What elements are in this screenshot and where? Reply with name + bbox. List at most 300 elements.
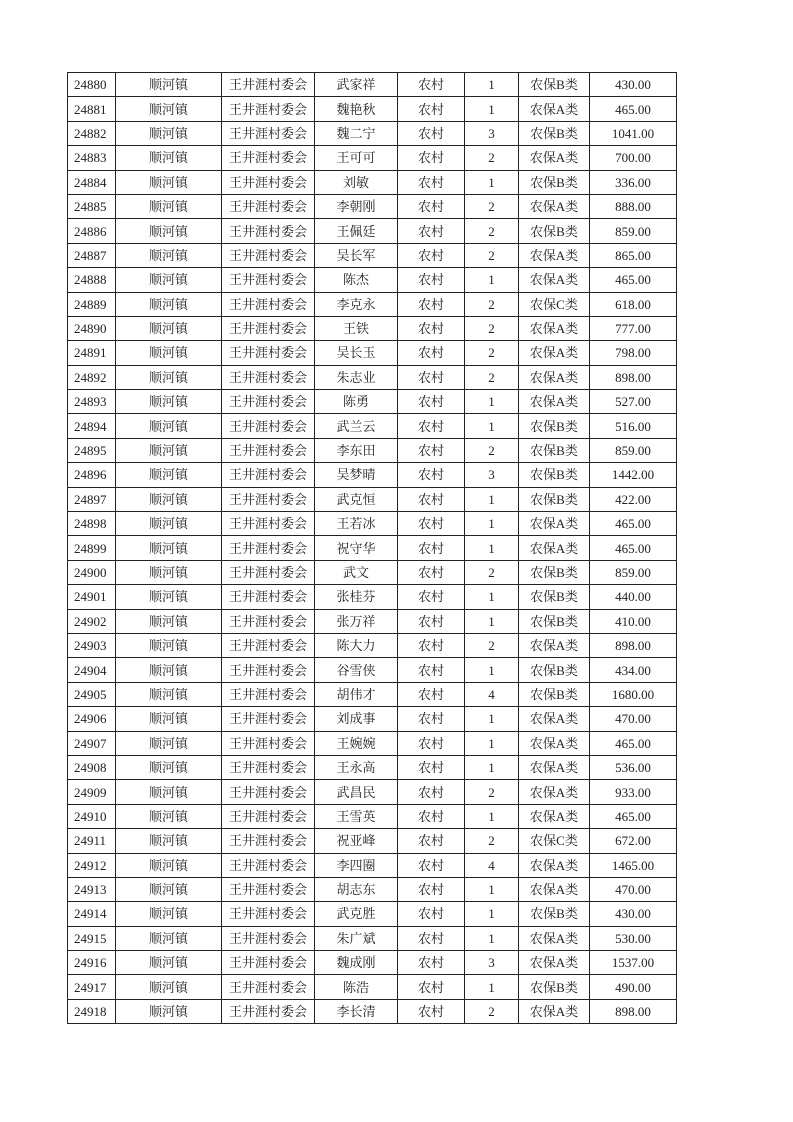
cell-village: 王井涯村委会 <box>222 292 315 316</box>
cell-id: 24896 <box>68 463 116 487</box>
cell-category: 农保B类 <box>519 73 590 97</box>
cell-name: 朱志业 <box>315 365 398 389</box>
cell-town: 顺河镇 <box>116 243 222 267</box>
table-row <box>68 219 677 243</box>
cell-village: 王井涯村委会 <box>222 853 315 877</box>
cell-id: 24916 <box>68 951 116 975</box>
cell-town: 顺河镇 <box>116 194 222 218</box>
cell-household-count: 2 <box>465 829 519 853</box>
cell-area-type: 农村 <box>398 316 465 340</box>
cell-town: 顺河镇 <box>116 926 222 950</box>
cell-area-type: 农村 <box>398 951 465 975</box>
table-row <box>68 390 677 414</box>
cell-village: 王井涯村委会 <box>222 243 315 267</box>
cell-village: 王井涯村委会 <box>222 780 315 804</box>
cell-town: 顺河镇 <box>116 999 222 1023</box>
cell-id: 24902 <box>68 609 116 633</box>
cell-town: 顺河镇 <box>116 951 222 975</box>
cell-name: 武克胜 <box>315 902 398 926</box>
cell-name: 陈杰 <box>315 268 398 292</box>
cell-id: 24891 <box>68 341 116 365</box>
cell-household-count: 2 <box>465 999 519 1023</box>
table-row <box>68 341 677 365</box>
cell-name: 胡志东 <box>315 877 398 901</box>
cell-town: 顺河镇 <box>116 633 222 657</box>
cell-town: 顺河镇 <box>116 682 222 706</box>
cell-household-count: 1 <box>465 390 519 414</box>
table-row <box>68 951 677 975</box>
cell-category: 农保A类 <box>519 951 590 975</box>
cell-id: 24882 <box>68 121 116 145</box>
cell-id: 24894 <box>68 414 116 438</box>
table-row <box>68 243 677 267</box>
cell-area-type: 农村 <box>398 902 465 926</box>
cell-name: 王佩廷 <box>315 219 398 243</box>
table-row <box>68 633 677 657</box>
cell-village: 王井涯村委会 <box>222 707 315 731</box>
cell-village: 王井涯村委会 <box>222 902 315 926</box>
cell-village: 王井涯村委会 <box>222 975 315 999</box>
table-row <box>68 97 677 121</box>
cell-household-count: 1 <box>465 975 519 999</box>
cell-id: 24908 <box>68 755 116 779</box>
cell-id: 24906 <box>68 707 116 731</box>
cell-id: 24893 <box>68 390 116 414</box>
cell-category: 农保A类 <box>519 146 590 170</box>
cell-name: 王永高 <box>315 755 398 779</box>
table-row <box>68 292 677 316</box>
table-row <box>68 365 677 389</box>
cell-category: 农保A类 <box>519 194 590 218</box>
cell-name: 王若冰 <box>315 512 398 536</box>
cell-name: 武兰云 <box>315 414 398 438</box>
cell-town: 顺河镇 <box>116 268 222 292</box>
cell-amount: 859.00 <box>590 560 677 584</box>
cell-area-type: 农村 <box>398 658 465 682</box>
cell-household-count: 1 <box>465 609 519 633</box>
cell-amount: 933.00 <box>590 780 677 804</box>
cell-village: 王井涯村委会 <box>222 146 315 170</box>
cell-town: 顺河镇 <box>116 487 222 511</box>
cell-id: 24904 <box>68 658 116 682</box>
cell-name: 陈浩 <box>315 975 398 999</box>
cell-household-count: 2 <box>465 341 519 365</box>
cell-town: 顺河镇 <box>116 560 222 584</box>
cell-name: 魏成刚 <box>315 951 398 975</box>
table-row <box>68 975 677 999</box>
cell-category: 农保A类 <box>519 853 590 877</box>
cell-category: 农保A类 <box>519 877 590 901</box>
table-row <box>68 487 677 511</box>
cell-id: 24900 <box>68 560 116 584</box>
cell-town: 顺河镇 <box>116 585 222 609</box>
cell-category: 农保B类 <box>519 585 590 609</box>
cell-category: 农保B类 <box>519 121 590 145</box>
cell-amount: 1680.00 <box>590 682 677 706</box>
cell-id: 24911 <box>68 829 116 853</box>
cell-name: 李朝刚 <box>315 194 398 218</box>
cell-household-count: 1 <box>465 73 519 97</box>
cell-area-type: 农村 <box>398 365 465 389</box>
cell-id: 24899 <box>68 536 116 560</box>
cell-village: 王井涯村委会 <box>222 170 315 194</box>
table-row <box>68 316 677 340</box>
cell-name: 魏二宁 <box>315 121 398 145</box>
cell-name: 武家祥 <box>315 73 398 97</box>
cell-name: 王铁 <box>315 316 398 340</box>
cell-town: 顺河镇 <box>116 365 222 389</box>
cell-household-count: 1 <box>465 926 519 950</box>
cell-amount: 1465.00 <box>590 853 677 877</box>
cell-household-count: 1 <box>465 902 519 926</box>
cell-category: 农保B类 <box>519 975 590 999</box>
cell-area-type: 农村 <box>398 804 465 828</box>
cell-category: 农保A类 <box>519 341 590 365</box>
cell-category: 农保A类 <box>519 780 590 804</box>
cell-id: 24895 <box>68 438 116 462</box>
cell-amount: 465.00 <box>590 512 677 536</box>
table-body <box>68 73 677 1024</box>
cell-village: 王井涯村委会 <box>222 121 315 145</box>
cell-name: 魏艳秋 <box>315 97 398 121</box>
cell-village: 王井涯村委会 <box>222 390 315 414</box>
cell-town: 顺河镇 <box>116 707 222 731</box>
cell-household-count: 2 <box>465 780 519 804</box>
cell-area-type: 农村 <box>398 829 465 853</box>
cell-village: 王井涯村委会 <box>222 341 315 365</box>
cell-household-count: 1 <box>465 731 519 755</box>
cell-name: 刘敏 <box>315 170 398 194</box>
cell-area-type: 农村 <box>398 73 465 97</box>
cell-town: 顺河镇 <box>116 780 222 804</box>
cell-town: 顺河镇 <box>116 316 222 340</box>
cell-id: 24918 <box>68 999 116 1023</box>
cell-area-type: 农村 <box>398 682 465 706</box>
cell-village: 王井涯村委会 <box>222 487 315 511</box>
cell-town: 顺河镇 <box>116 121 222 145</box>
cell-name: 朱广斌 <box>315 926 398 950</box>
cell-amount: 465.00 <box>590 731 677 755</box>
cell-amount: 618.00 <box>590 292 677 316</box>
cell-id: 24914 <box>68 902 116 926</box>
cell-area-type: 农村 <box>398 609 465 633</box>
cell-name: 谷雪侠 <box>315 658 398 682</box>
cell-amount: 527.00 <box>590 390 677 414</box>
cell-name: 王可可 <box>315 146 398 170</box>
cell-name: 陈大力 <box>315 633 398 657</box>
cell-category: 农保A类 <box>519 365 590 389</box>
cell-amount: 440.00 <box>590 585 677 609</box>
cell-name: 李四圈 <box>315 853 398 877</box>
table-row <box>68 438 677 462</box>
table-row <box>68 463 677 487</box>
cell-village: 王井涯村委会 <box>222 268 315 292</box>
cell-amount: 465.00 <box>590 97 677 121</box>
cell-town: 顺河镇 <box>116 219 222 243</box>
table-row <box>68 682 677 706</box>
cell-household-count: 2 <box>465 243 519 267</box>
table-row <box>68 146 677 170</box>
cell-area-type: 农村 <box>398 341 465 365</box>
cell-id: 24889 <box>68 292 116 316</box>
table-row <box>68 585 677 609</box>
cell-household-count: 2 <box>465 365 519 389</box>
cell-town: 顺河镇 <box>116 414 222 438</box>
cell-village: 王井涯村委会 <box>222 633 315 657</box>
cell-name: 武克恒 <box>315 487 398 511</box>
cell-amount: 859.00 <box>590 219 677 243</box>
cell-category: 农保A类 <box>519 804 590 828</box>
cell-household-count: 1 <box>465 268 519 292</box>
cell-id: 24881 <box>68 97 116 121</box>
cell-id: 24892 <box>68 365 116 389</box>
cell-amount: 516.00 <box>590 414 677 438</box>
cell-id: 24897 <box>68 487 116 511</box>
cell-town: 顺河镇 <box>116 853 222 877</box>
table-row <box>68 194 677 218</box>
cell-household-count: 1 <box>465 536 519 560</box>
cell-area-type: 农村 <box>398 877 465 901</box>
cell-area-type: 农村 <box>398 390 465 414</box>
table-row <box>68 999 677 1023</box>
cell-amount: 777.00 <box>590 316 677 340</box>
cell-town: 顺河镇 <box>116 658 222 682</box>
table-row <box>68 73 677 97</box>
cell-name: 张桂芬 <box>315 585 398 609</box>
cell-amount: 898.00 <box>590 999 677 1023</box>
cell-category: 农保A类 <box>519 999 590 1023</box>
cell-category: 农保A类 <box>519 633 590 657</box>
table-row <box>68 707 677 731</box>
cell-amount: 465.00 <box>590 268 677 292</box>
cell-amount: 430.00 <box>590 902 677 926</box>
cell-area-type: 农村 <box>398 975 465 999</box>
cell-category: 农保C类 <box>519 829 590 853</box>
cell-category: 农保A类 <box>519 536 590 560</box>
table-row <box>68 877 677 901</box>
cell-village: 王井涯村委会 <box>222 97 315 121</box>
cell-id: 24909 <box>68 780 116 804</box>
cell-area-type: 农村 <box>398 438 465 462</box>
cell-id: 24887 <box>68 243 116 267</box>
cell-amount: 336.00 <box>590 170 677 194</box>
cell-amount: 898.00 <box>590 633 677 657</box>
cell-household-count: 4 <box>465 682 519 706</box>
cell-village: 王井涯村委会 <box>222 316 315 340</box>
cell-household-count: 1 <box>465 707 519 731</box>
cell-household-count: 1 <box>465 512 519 536</box>
cell-town: 顺河镇 <box>116 97 222 121</box>
cell-category: 农保A类 <box>519 755 590 779</box>
cell-id: 24913 <box>68 877 116 901</box>
cell-category: 农保A类 <box>519 707 590 731</box>
cell-name: 李克永 <box>315 292 398 316</box>
cell-area-type: 农村 <box>398 463 465 487</box>
cell-id: 24917 <box>68 975 116 999</box>
cell-category: 农保B类 <box>519 170 590 194</box>
cell-amount: 470.00 <box>590 707 677 731</box>
cell-category: 农保B类 <box>519 682 590 706</box>
cell-category: 农保B类 <box>519 609 590 633</box>
cell-household-count: 3 <box>465 463 519 487</box>
cell-village: 王井涯村委会 <box>222 609 315 633</box>
cell-name: 吴长玉 <box>315 341 398 365</box>
cell-category: 农保A类 <box>519 268 590 292</box>
cell-name: 祝亚峰 <box>315 829 398 853</box>
cell-name: 胡伟才 <box>315 682 398 706</box>
table-row <box>68 902 677 926</box>
table-row <box>68 536 677 560</box>
table-row <box>68 829 677 853</box>
cell-village: 王井涯村委会 <box>222 73 315 97</box>
cell-amount: 536.00 <box>590 755 677 779</box>
table-row <box>68 414 677 438</box>
cell-area-type: 农村 <box>398 487 465 511</box>
cell-area-type: 农村 <box>398 146 465 170</box>
cell-area-type: 农村 <box>398 731 465 755</box>
cell-category: 农保B类 <box>519 658 590 682</box>
cell-village: 王井涯村委会 <box>222 658 315 682</box>
cell-amount: 422.00 <box>590 487 677 511</box>
cell-area-type: 农村 <box>398 560 465 584</box>
cell-village: 王井涯村委会 <box>222 999 315 1023</box>
cell-id: 24883 <box>68 146 116 170</box>
cell-village: 王井涯村委会 <box>222 512 315 536</box>
table-row <box>68 658 677 682</box>
cell-amount: 898.00 <box>590 365 677 389</box>
cell-amount: 465.00 <box>590 536 677 560</box>
table-row <box>68 170 677 194</box>
cell-village: 王井涯村委会 <box>222 877 315 901</box>
cell-name: 李东田 <box>315 438 398 462</box>
cell-village: 王井涯村委会 <box>222 536 315 560</box>
cell-amount: 700.00 <box>590 146 677 170</box>
cell-town: 顺河镇 <box>116 731 222 755</box>
cell-id: 24886 <box>68 219 116 243</box>
cell-household-count: 2 <box>465 560 519 584</box>
cell-name: 李长清 <box>315 999 398 1023</box>
cell-category: 农保B类 <box>519 438 590 462</box>
cell-area-type: 农村 <box>398 243 465 267</box>
cell-village: 王井涯村委会 <box>222 560 315 584</box>
cell-category: 农保A类 <box>519 243 590 267</box>
table-row <box>68 268 677 292</box>
cell-town: 顺河镇 <box>116 73 222 97</box>
cell-amount: 430.00 <box>590 73 677 97</box>
cell-area-type: 农村 <box>398 633 465 657</box>
cell-id: 24901 <box>68 585 116 609</box>
cell-town: 顺河镇 <box>116 902 222 926</box>
table-row <box>68 804 677 828</box>
cell-town: 顺河镇 <box>116 609 222 633</box>
cell-id: 24880 <box>68 73 116 97</box>
cell-village: 王井涯村委会 <box>222 804 315 828</box>
cell-area-type: 农村 <box>398 512 465 536</box>
cell-household-count: 1 <box>465 585 519 609</box>
cell-town: 顺河镇 <box>116 512 222 536</box>
cell-town: 顺河镇 <box>116 975 222 999</box>
cell-village: 王井涯村委会 <box>222 585 315 609</box>
cell-village: 王井涯村委会 <box>222 365 315 389</box>
cell-area-type: 农村 <box>398 926 465 950</box>
cell-id: 24890 <box>68 316 116 340</box>
cell-amount: 530.00 <box>590 926 677 950</box>
cell-category: 农保B类 <box>519 463 590 487</box>
cell-id: 24907 <box>68 731 116 755</box>
cell-household-count: 2 <box>465 633 519 657</box>
cell-household-count: 2 <box>465 438 519 462</box>
cell-household-count: 1 <box>465 414 519 438</box>
cell-village: 王井涯村委会 <box>222 463 315 487</box>
cell-household-count: 1 <box>465 170 519 194</box>
cell-id: 24885 <box>68 194 116 218</box>
cell-household-count: 1 <box>465 804 519 828</box>
cell-village: 王井涯村委会 <box>222 682 315 706</box>
cell-id: 24888 <box>68 268 116 292</box>
cell-category: 农保A类 <box>519 390 590 414</box>
cell-village: 王井涯村委会 <box>222 414 315 438</box>
cell-amount: 1442.00 <box>590 463 677 487</box>
cell-village: 王井涯村委会 <box>222 219 315 243</box>
cell-village: 王井涯村委会 <box>222 926 315 950</box>
cell-amount: 1041.00 <box>590 121 677 145</box>
table-row <box>68 121 677 145</box>
table-row <box>68 926 677 950</box>
cell-name: 刘成事 <box>315 707 398 731</box>
cell-household-count: 1 <box>465 97 519 121</box>
cell-town: 顺河镇 <box>116 755 222 779</box>
cell-category: 农保B类 <box>519 560 590 584</box>
cell-household-count: 1 <box>465 487 519 511</box>
cell-town: 顺河镇 <box>116 341 222 365</box>
table-row <box>68 560 677 584</box>
cell-household-count: 1 <box>465 877 519 901</box>
cell-area-type: 农村 <box>398 194 465 218</box>
cell-amount: 798.00 <box>590 341 677 365</box>
cell-id: 24903 <box>68 633 116 657</box>
table-row <box>68 609 677 633</box>
cell-village: 王井涯村委会 <box>222 951 315 975</box>
table-row <box>68 853 677 877</box>
cell-area-type: 农村 <box>398 219 465 243</box>
cell-area-type: 农村 <box>398 292 465 316</box>
cell-name: 张万祥 <box>315 609 398 633</box>
data-table <box>67 72 677 1024</box>
cell-name: 王婉婉 <box>315 731 398 755</box>
cell-name: 祝守华 <box>315 536 398 560</box>
cell-category: 农保A类 <box>519 512 590 536</box>
cell-category: 农保B类 <box>519 219 590 243</box>
table-row <box>68 731 677 755</box>
cell-area-type: 农村 <box>398 999 465 1023</box>
cell-household-count: 2 <box>465 316 519 340</box>
cell-amount: 410.00 <box>590 609 677 633</box>
cell-town: 顺河镇 <box>116 536 222 560</box>
cell-id: 24884 <box>68 170 116 194</box>
cell-area-type: 农村 <box>398 414 465 438</box>
cell-town: 顺河镇 <box>116 170 222 194</box>
cell-village: 王井涯村委会 <box>222 194 315 218</box>
table-row <box>68 780 677 804</box>
cell-town: 顺河镇 <box>116 877 222 901</box>
cell-amount: 490.00 <box>590 975 677 999</box>
cell-town: 顺河镇 <box>116 390 222 414</box>
cell-village: 王井涯村委会 <box>222 731 315 755</box>
cell-category: 农保B类 <box>519 902 590 926</box>
cell-area-type: 农村 <box>398 585 465 609</box>
cell-amount: 470.00 <box>590 877 677 901</box>
cell-town: 顺河镇 <box>116 463 222 487</box>
